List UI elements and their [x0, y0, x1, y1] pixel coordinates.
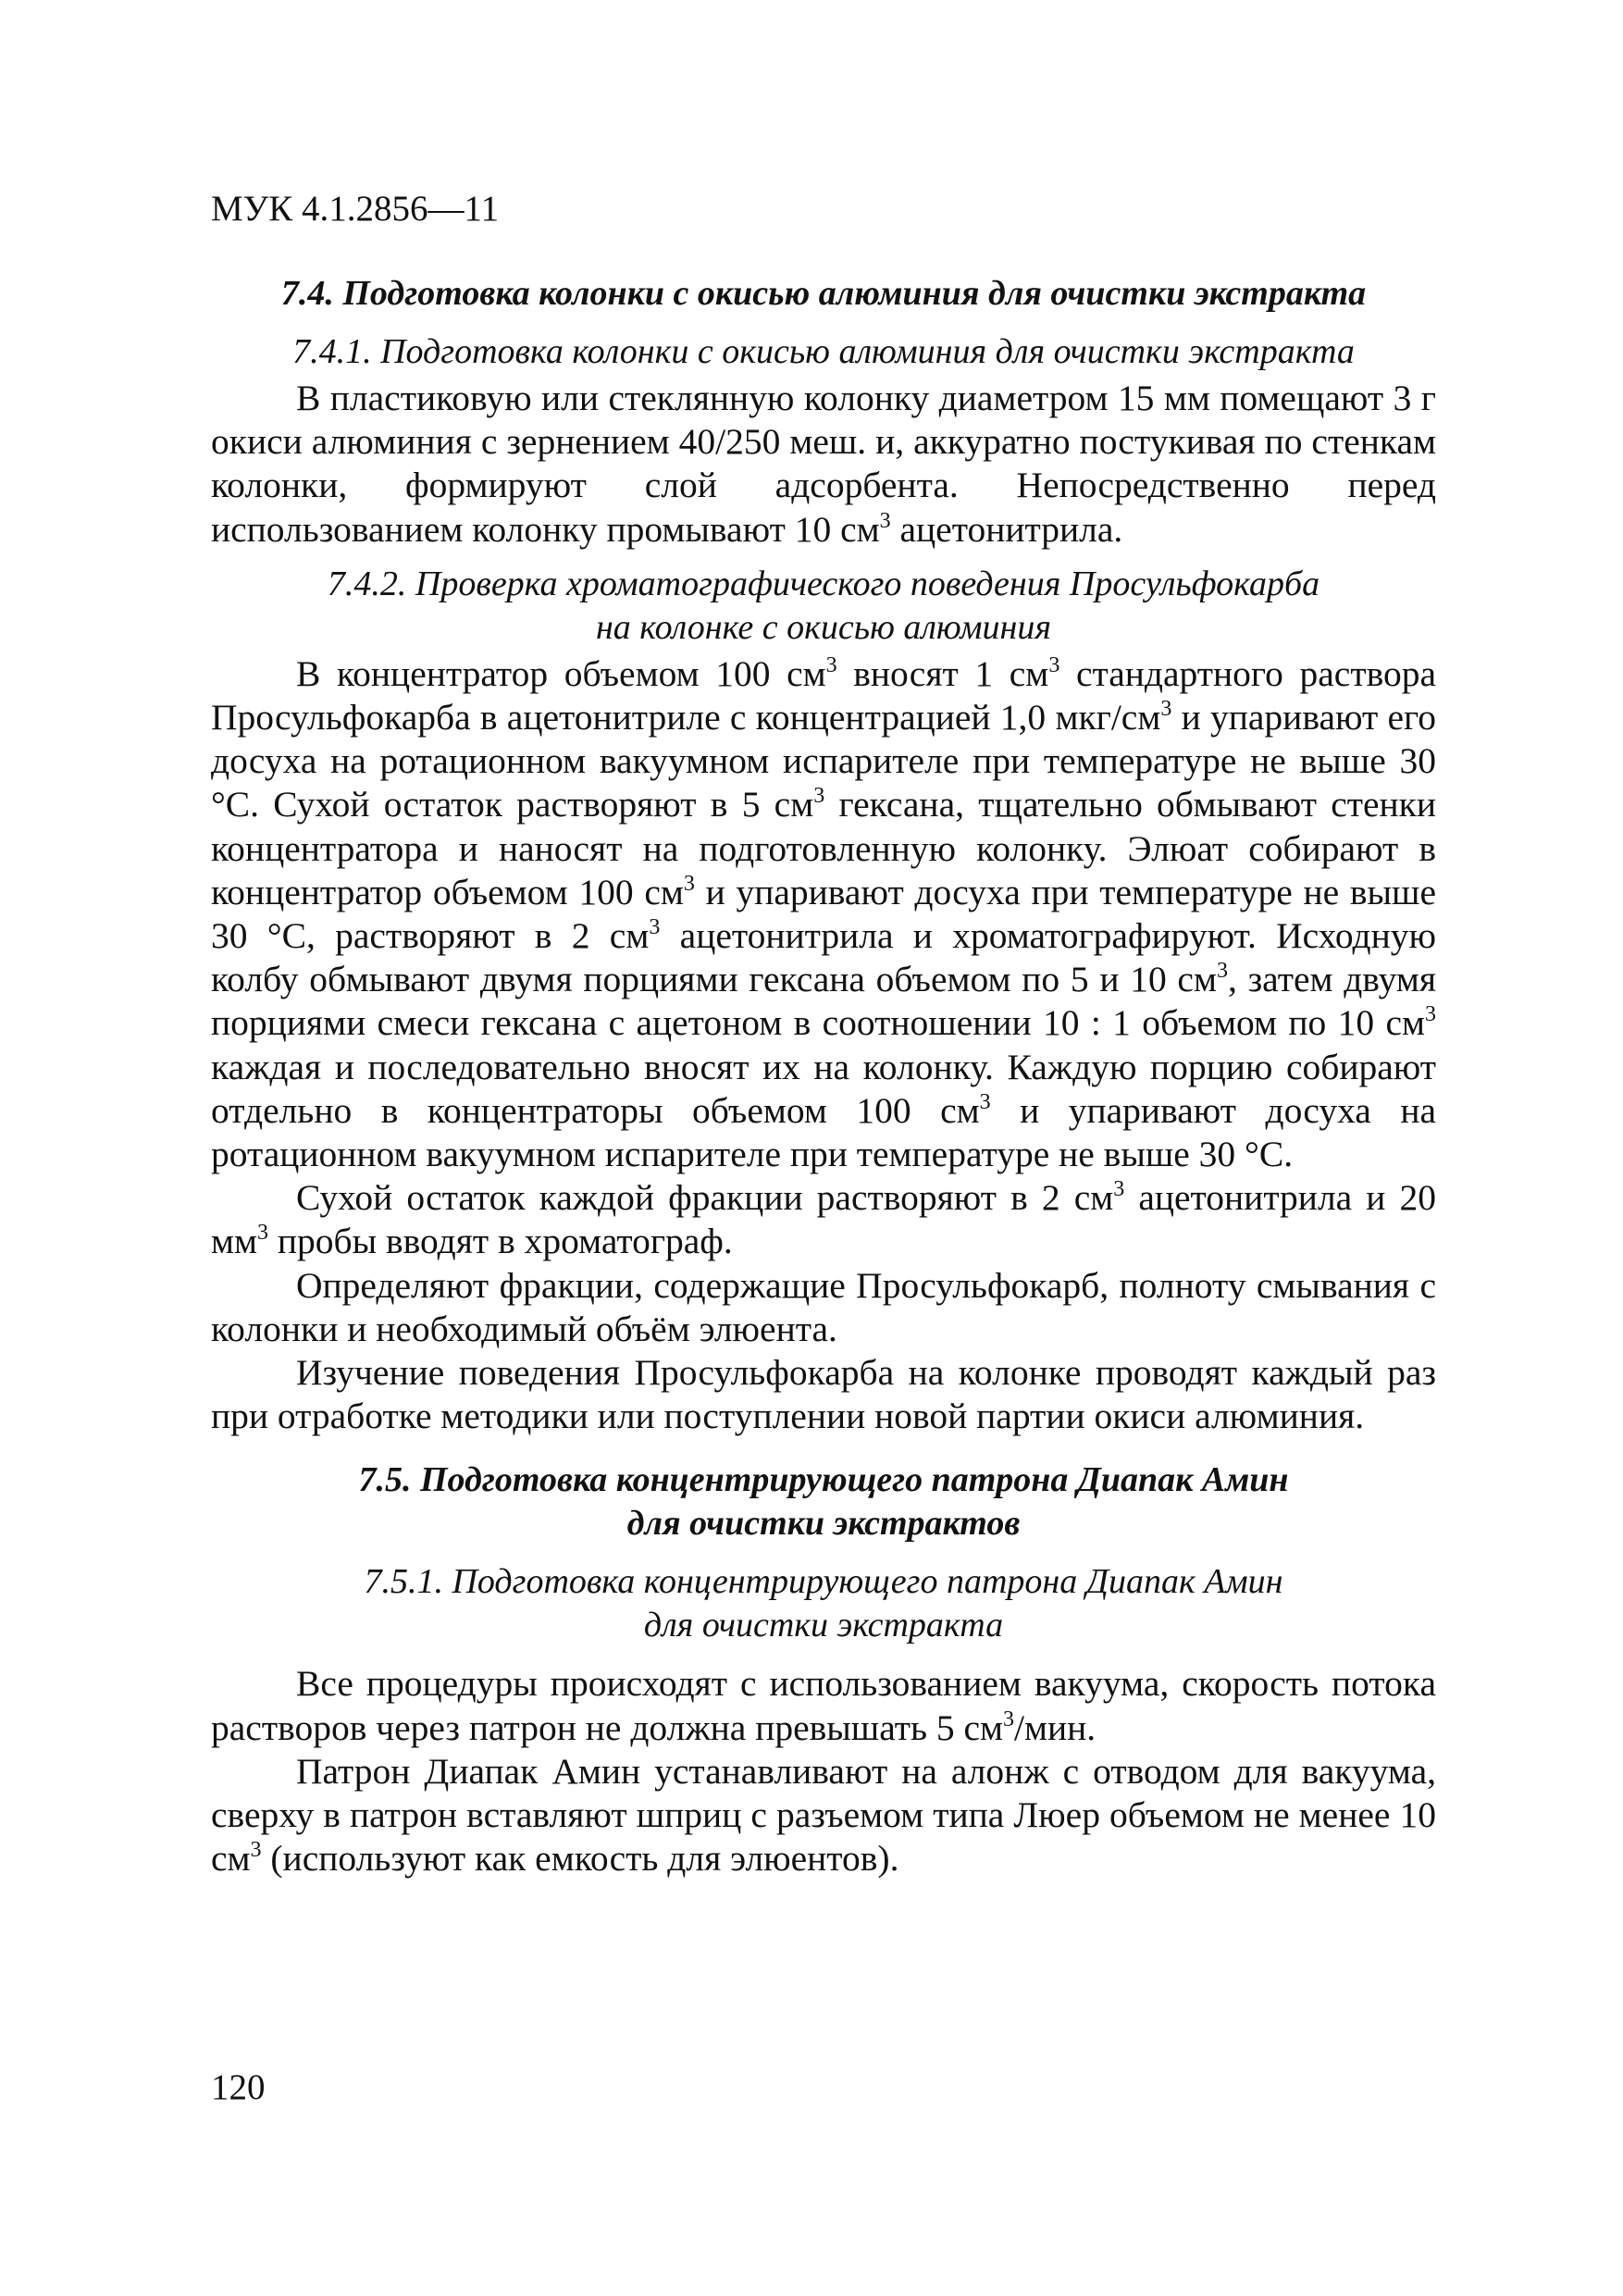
paragraph-7-4-2-fractions: Определяют фракции, содержащие Просульфокарб, полноту смывания с колонки и необходимый объём элюента. — [211, 1264, 1436, 1349]
cube-superscript: 3 — [825, 652, 837, 677]
paragraph-7-5-1-cartridge: Патрон Диапак Амин устанавливают на алонж с отводом для вакуума, сверху в патрон вставляют шприц с разъемом типа Люер объемом не менее 10 $см^3$ (используют как емкость для элюентов). — [211, 1750, 1436, 1880]
cube-superscript: 3 — [1216, 959, 1228, 984]
subsection-7-5-1-heading: 7.5.1. Подготовка концентрирующего патрона Диапак Амин для очистки экстракта — [364, 1562, 1283, 1645]
subsection-7-4-2-heading: 7.4.2. Проверка хроматографического поведения Просульфокарба на колонке с окисью алюминия — [327, 564, 1320, 647]
cube-superscript: 3 — [813, 784, 825, 809]
page-number: 120 — [211, 2067, 266, 2107]
cube-superscript: 3 — [1048, 652, 1060, 677]
cube-superscript: 3 — [683, 871, 695, 896]
paragraph-7-4-2-study: Изучение поведения Просульфокарба на колонке проводят каждый раз при отработке методики или поступлении новой партии окиси алюминия. — [211, 1352, 1436, 1437]
section-7-5-heading: 7.5. Подготовка концентрирующего патрона Диапак Амин для очистки экстрактов — [358, 1460, 1289, 1544]
cube-superscript: 3 — [1003, 1706, 1015, 1731]
page-content — [211, 272, 1436, 1880]
paragraph-7-4-1: В пластиковую или стеклянную колонку диаметром 15 мм помещают 3 г окиси алюминия с зернением 40/250 меш. и, аккуратно постукивая по стенкам колонки, формируют слой адсорбента. Непосредственно перед использованием колонку промывают 10 $см^3$ ацетонитрила. — [211, 378, 1436, 550]
cube-superscript: 3 — [1160, 697, 1172, 722]
cube-superscript: 3 — [879, 508, 891, 533]
section-7-4-heading: 7.4. Подготовка колонки с окисью алюминия для очистки экстракта — [280, 274, 1367, 313]
cube-superscript: 3 — [250, 1838, 262, 1863]
paragraph-7-5-1-vacuum: Все процедуры происходят с использованием вакуума, скорость потока растворов через патрон не должна превышать 5 $см^3$/мин. — [211, 1663, 1436, 1748]
cube-superscript: 3 — [979, 1089, 991, 1114]
running-header: МУК 4.1.2856—11 — [211, 189, 500, 229]
paragraph-7-4-2-main: В концентратор объемом 100 $см^3$ вносят 1 $см^3$ стандартного раствора Просульфокарба в ацетонитриле с концентрацией 1,0 мкг/$см^3$ и упаривают его досуха на ротационном вакуумном испарителе при температуре не выше 30 °С. Сухой остаток растворяют в 5 $см^3$ гексана, тщательно обмывают стенки концентратора и наносят на подготовленную колонку. Элюат собирают в концентратор объемом 100 $см^3$ и упаривают досуха при температуре не выше 30 °С, растворяют в 2 $см^3$ ацетонитрила и хроматографируют. Исходную колбу обмывают двумя порциями гексана объемом по 5 и 10 $см^3$, затем двумя порциями смеси гексана с ацетоном в соотношении 10 : 1 объемом по 10 $см^3$ каждая и последовательно вносят их на колонку. Каждую порцию собирают отдельно в концентраторы объемом 100 $см^3$ и упаривают досуха на ротационном вакуумном испарителе при температуре не выше 30 °С. — [211, 652, 1437, 1175]
cube-superscript: 3 — [257, 1221, 268, 1246]
subsection-7-4-1-heading: 7.4.1. Подготовка колонки с окисью алюминия для очистки экстракта — [292, 332, 1355, 371]
paragraph-7-4-2-dry-residue: Сухой остаток каждой фракции растворяют в 2 $см^3$ ацетонитрила и 20 $мм^3$ пробы вводят в хроматограф. — [211, 1177, 1437, 1262]
cube-superscript: 3 — [1113, 1177, 1125, 1202]
cube-superscript: 3 — [649, 915, 661, 940]
cube-superscript: 3 — [1425, 1002, 1436, 1027]
